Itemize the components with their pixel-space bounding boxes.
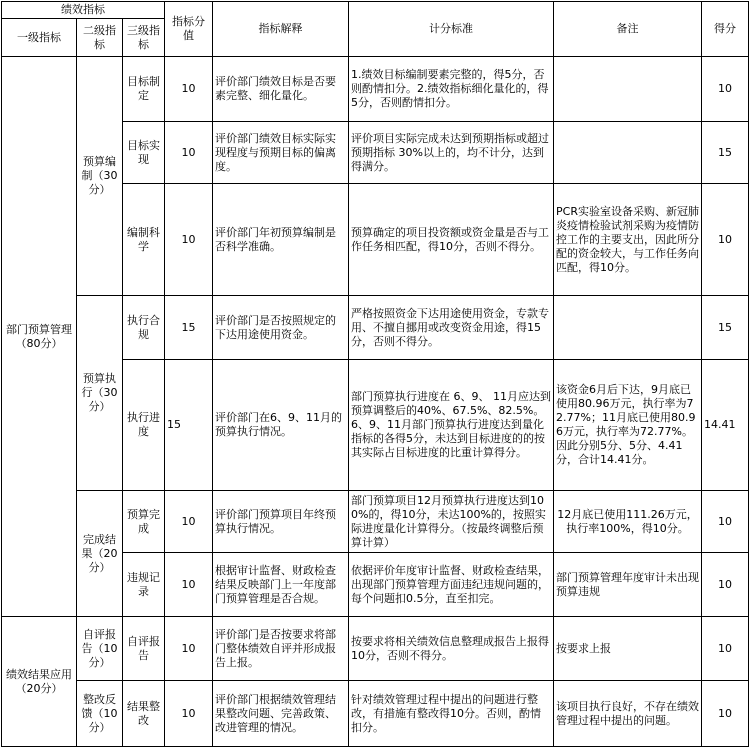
explanation-cell: 根据审计监督、财政检查结果反映部门上一年度部门预算管理是否合规。 — [213, 553, 349, 617]
score-value-cell: 10 — [165, 491, 213, 553]
score-value-cell: 15 — [165, 296, 213, 360]
level3-cell: 目标实现 — [123, 122, 165, 184]
table-row — [2, 296, 749, 360]
score-value-cell: 10 — [165, 553, 213, 617]
score-cell: 10 — [702, 617, 749, 681]
level3-cell: 结果整改 — [123, 681, 165, 747]
explanation-cell: 评价部门在6、9、11月的预算执行情况。 — [213, 360, 349, 491]
header-explanation: 指标解释 — [213, 2, 349, 57]
header-criteria: 计分标准 — [349, 2, 554, 57]
score-cell: 10 — [702, 184, 749, 296]
score-value-cell: 10 — [165, 681, 213, 747]
header-row-1 — [2, 2, 749, 19]
criteria-cell: 部门预算项目12月预算执行进度达到100%的，得10分，未达100%的，按照实际进度量化计算得分。（按最终调整后预算计算） — [349, 491, 554, 553]
score-cell: 14.41 — [702, 360, 749, 491]
level1-dept-budget: 部门预算管理（80分） — [2, 57, 77, 617]
header-remark: 备注 — [554, 2, 702, 57]
header-indicator-group: 绩效指标 — [2, 2, 165, 19]
score-cell: 10 — [702, 681, 749, 747]
table-row — [2, 617, 749, 681]
explanation-cell: 评价部门年初预算编制是否科学准确。 — [213, 184, 349, 296]
criteria-cell: 针对绩效管理过程中提出的问题进行整改，有措施有整改得10分。否则，酌情扣分。 — [349, 681, 554, 747]
criteria-cell: 按要求将相关绩效信息整理成报告上报得10分，否则不得分。 — [349, 617, 554, 681]
criteria-cell: 部门预算执行进度在 6、9、 11月应达到预算调整后的40%、67.5%、82.5%。6、9、11月部门预算执行进度达到量化指标的各得5分，未达到目标进度的的按其实际占目标进度的比重计算得分。 — [349, 360, 554, 491]
score-value-cell: 10 — [165, 57, 213, 122]
remark-cell: 按要求上报 — [554, 617, 702, 681]
header-level1: 一级指标 — [2, 19, 77, 57]
score-value-cell: 15 — [165, 360, 213, 491]
level2-rectify: 整改反馈（10分） — [77, 681, 123, 747]
score-cell: 10 — [702, 553, 749, 617]
level3-cell: 执行进度 — [123, 360, 165, 491]
criteria-cell: 1.绩效目标编制要素完整的，得5分，否则酌情扣分。2.绩效指标细化量化的，得5分，否则酌情扣分。 — [349, 57, 554, 122]
explanation-cell: 评价部门绩效目标是否要素完整、细化量化。 — [213, 57, 349, 122]
level3-cell: 违规记录 — [123, 553, 165, 617]
remark-cell: 12月底已使用111.26万元，执行率100%，得10分。 — [554, 491, 702, 553]
score-value-cell: 10 — [165, 617, 213, 681]
explanation-cell: 评价部门是否按要求将部门整体绩效自评并形成报告上报。 — [213, 617, 349, 681]
score-cell: 10 — [702, 57, 749, 122]
score-value-cell: 10 — [165, 184, 213, 296]
criteria-cell: 严格按照资金下达用途使用资金，专款专用、不擅自挪用或改变资金用途，得15分，否则不得分。 — [349, 296, 554, 360]
criteria-cell: 依据评价年度审计监督、财政检查结果，出现部门预算管理方面违纪违规问题的，每个问题扣0.5分，直至扣完。 — [349, 553, 554, 617]
score-cell: 10 — [702, 491, 749, 553]
level1-perf-app: 绩效结果应用（20分） — [2, 617, 77, 747]
level3-cell: 预算完成 — [123, 491, 165, 553]
performance-indicator-table — [1, 1, 749, 747]
table-row — [2, 57, 749, 122]
remark-cell — [554, 57, 702, 122]
table-row — [2, 681, 749, 747]
table-row — [2, 491, 749, 553]
criteria-cell: 预算确定的项目投资额或资金量是否与工作任务相匹配，得10分，否则不得分。 — [349, 184, 554, 296]
header-score-value: 指标分值 — [165, 2, 213, 57]
level2-self-eval: 自评报告（10分） — [77, 617, 123, 681]
explanation-cell: 评价部门根据绩效管理结果整改问题、完善政策、改进管理的情况。 — [213, 681, 349, 747]
level3-cell: 目标制定 — [123, 57, 165, 122]
remark-cell — [554, 296, 702, 360]
level2-completion: 完成结果（20分） — [77, 491, 123, 617]
remark-cell: PCR实验室设备采购、新冠肺炎疫情检验试剂采购为疫情防控工作的主要支出，因此所分配的资金较大，与工作任务向匹配，得10分。 — [554, 184, 702, 296]
explanation-cell: 评价部门是否按照规定的下达用途使用资金。 — [213, 296, 349, 360]
remark-cell: 该资金6月后下达，9月底已使用80.96万元，执行率为72.77%；11月底已使用80.96万元，执行率为72.77%。因此分别5分、5分、4.41分，合计14.41分。 — [554, 360, 702, 491]
level3-cell: 编制科学 — [123, 184, 165, 296]
score-cell: 15 — [702, 122, 749, 184]
header-level2: 二级指标 — [77, 19, 123, 57]
level2-budget-prep: 预算编制（30分） — [77, 57, 123, 296]
explanation-cell: 评价部门绩效目标实际实现程度与预期目标的偏离度。 — [213, 122, 349, 184]
remark-cell — [554, 122, 702, 184]
level3-cell: 自评报告 — [123, 617, 165, 681]
criteria-cell: 评价项目实际完成未达到预期指标或超过预期指标 30%以上的，均不计分，达到得满分。 — [349, 122, 554, 184]
level3-cell: 执行合规 — [123, 296, 165, 360]
header-level3: 三级指标 — [123, 19, 165, 57]
score-cell: 15 — [702, 296, 749, 360]
score-value-cell: 10 — [165, 122, 213, 184]
header-score: 得分 — [702, 2, 749, 57]
remark-cell: 部门预算管理年度审计未出现预算违规 — [554, 553, 702, 617]
explanation-cell: 评价部门预算项目年终预算执行情况。 — [213, 491, 349, 553]
level2-budget-exec: 预算执行（30分） — [77, 296, 123, 491]
remark-cell: 该项目执行良好，不存在绩效管理过程中提出的问题。 — [554, 681, 702, 747]
